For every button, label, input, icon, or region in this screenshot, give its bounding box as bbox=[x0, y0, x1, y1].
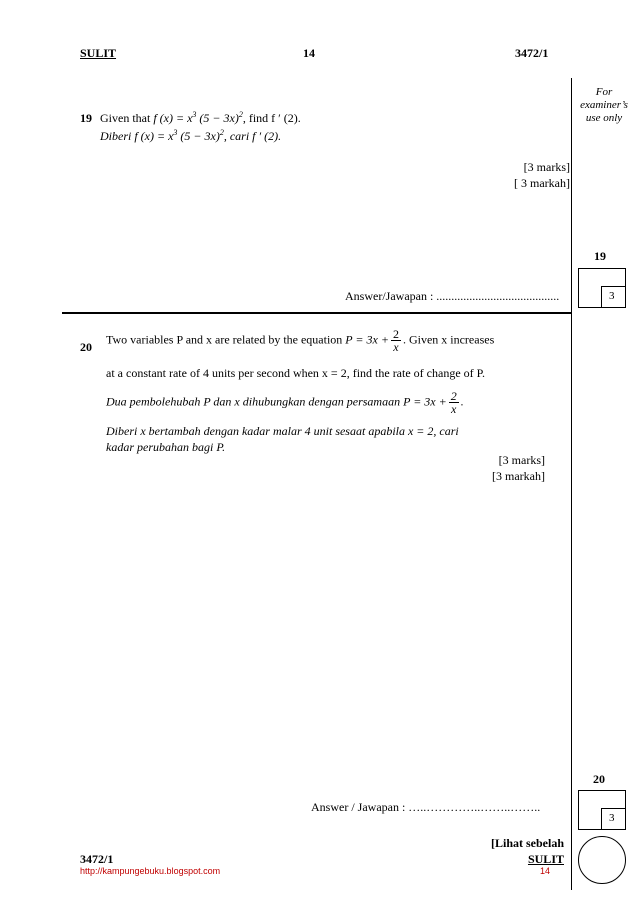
question-separator bbox=[62, 312, 572, 314]
q20-equation-lhs: P = 3x + bbox=[345, 332, 389, 347]
q19-text-ms bbox=[100, 128, 281, 144]
q19-box-marks: 3 bbox=[609, 290, 615, 302]
q20-marks-en: [3 marks] bbox=[498, 453, 545, 467]
q19-func-a: f (x) = x bbox=[153, 111, 193, 125]
q19-ms-exp-b: 2 bbox=[219, 128, 224, 137]
q20-frac-den: x bbox=[393, 340, 399, 354]
q19-ms-suffix: , cari f ′ (2). bbox=[223, 129, 282, 143]
q20-ms-line1-text: Dua pembolehubah P dan x dihubungkan dengan persamaan bbox=[106, 394, 401, 409]
footer-paper-code: 3472/1 bbox=[80, 852, 114, 866]
q20-line1-end: . Given x increases bbox=[402, 332, 495, 347]
q20-line2: at a constant rate of 4 units per second when x = 2, find the rate of change of P. bbox=[106, 366, 485, 380]
q20-ms-frac-num: 2 bbox=[450, 389, 457, 403]
q20-line1-text: Two variables P and x are related by the equation bbox=[106, 332, 343, 347]
q19-exp-b: 2 bbox=[238, 110, 243, 119]
footer-lihat-sebelah: [Lihat sebelah bbox=[490, 836, 564, 850]
examiner-note-line: use only bbox=[585, 112, 623, 124]
q19-marks-ms: [ 3 markah] bbox=[514, 176, 570, 190]
q19-box-number: 19 bbox=[594, 249, 606, 263]
footer-circle bbox=[578, 836, 626, 884]
footer-sulit: SULIT bbox=[527, 852, 564, 866]
q19-en-suffix: , find f ′ (2). bbox=[242, 111, 301, 125]
q20-fraction bbox=[391, 328, 401, 353]
q19-ms-prefix: Diberi bbox=[100, 129, 132, 143]
q19-ms-func-b: (5 − 3x) bbox=[177, 129, 220, 143]
q20-ms-line3: kadar perubahan bagi P. bbox=[106, 440, 226, 454]
q20-frac-num: 2 bbox=[392, 327, 399, 341]
q20-ms-fraction bbox=[449, 390, 459, 415]
q19-text-en bbox=[100, 110, 301, 126]
q19-exp-a: 3 bbox=[192, 110, 197, 119]
q20-box-marks: 3 bbox=[609, 812, 615, 824]
q20-ms-line1: Dua pembolehubah P dan x dihubungkan dengan persamaan P = 3x + $\frac{2}{x}$ . bbox=[106, 389, 464, 416]
q19-answer-line: Answer/Jawapan : ......................................... bbox=[345, 289, 560, 303]
q20-marks-ms: [3 markah] bbox=[492, 469, 545, 483]
q19-ms-exp-a: 3 bbox=[173, 128, 178, 137]
q20-ms-frac-den: x bbox=[451, 402, 457, 416]
q19-marks-en: [3 marks] bbox=[523, 160, 570, 174]
footer-page-number: 14 bbox=[540, 866, 551, 876]
q19-en-prefix: Given that bbox=[100, 111, 151, 125]
footer-url: http://kampungebuku.blogspot.com bbox=[80, 866, 221, 876]
header-sulit: SULIT bbox=[80, 46, 117, 60]
header-paper-code: 3472/1 bbox=[515, 46, 549, 60]
q20-ms-line2: Diberi x bertambah dengan kadar malar 4 unit sesaat apabila x = 2, cari bbox=[106, 424, 459, 438]
q20-line1 bbox=[106, 328, 494, 353]
q20-answer-line: Answer / Jawapan : …..…………..……..…….. bbox=[311, 800, 541, 814]
q20-box-number: 20 bbox=[593, 772, 605, 786]
examiner-note-line: For bbox=[595, 86, 613, 98]
q20-number: 20 bbox=[80, 340, 92, 354]
q19-func-b: (5 − 3x) bbox=[196, 111, 239, 125]
examiner-note-line: examiner’s bbox=[580, 99, 628, 111]
header-page-number: 14 bbox=[303, 46, 315, 60]
examiner-note bbox=[574, 86, 634, 125]
q19-function bbox=[153, 111, 243, 125]
q20-ms-equation-lhs: P = 3x + bbox=[403, 394, 447, 409]
q19-ms-func-a: f (x) = x bbox=[134, 129, 174, 143]
margin-divider bbox=[571, 78, 572, 890]
q19-number: 19 bbox=[80, 111, 92, 125]
